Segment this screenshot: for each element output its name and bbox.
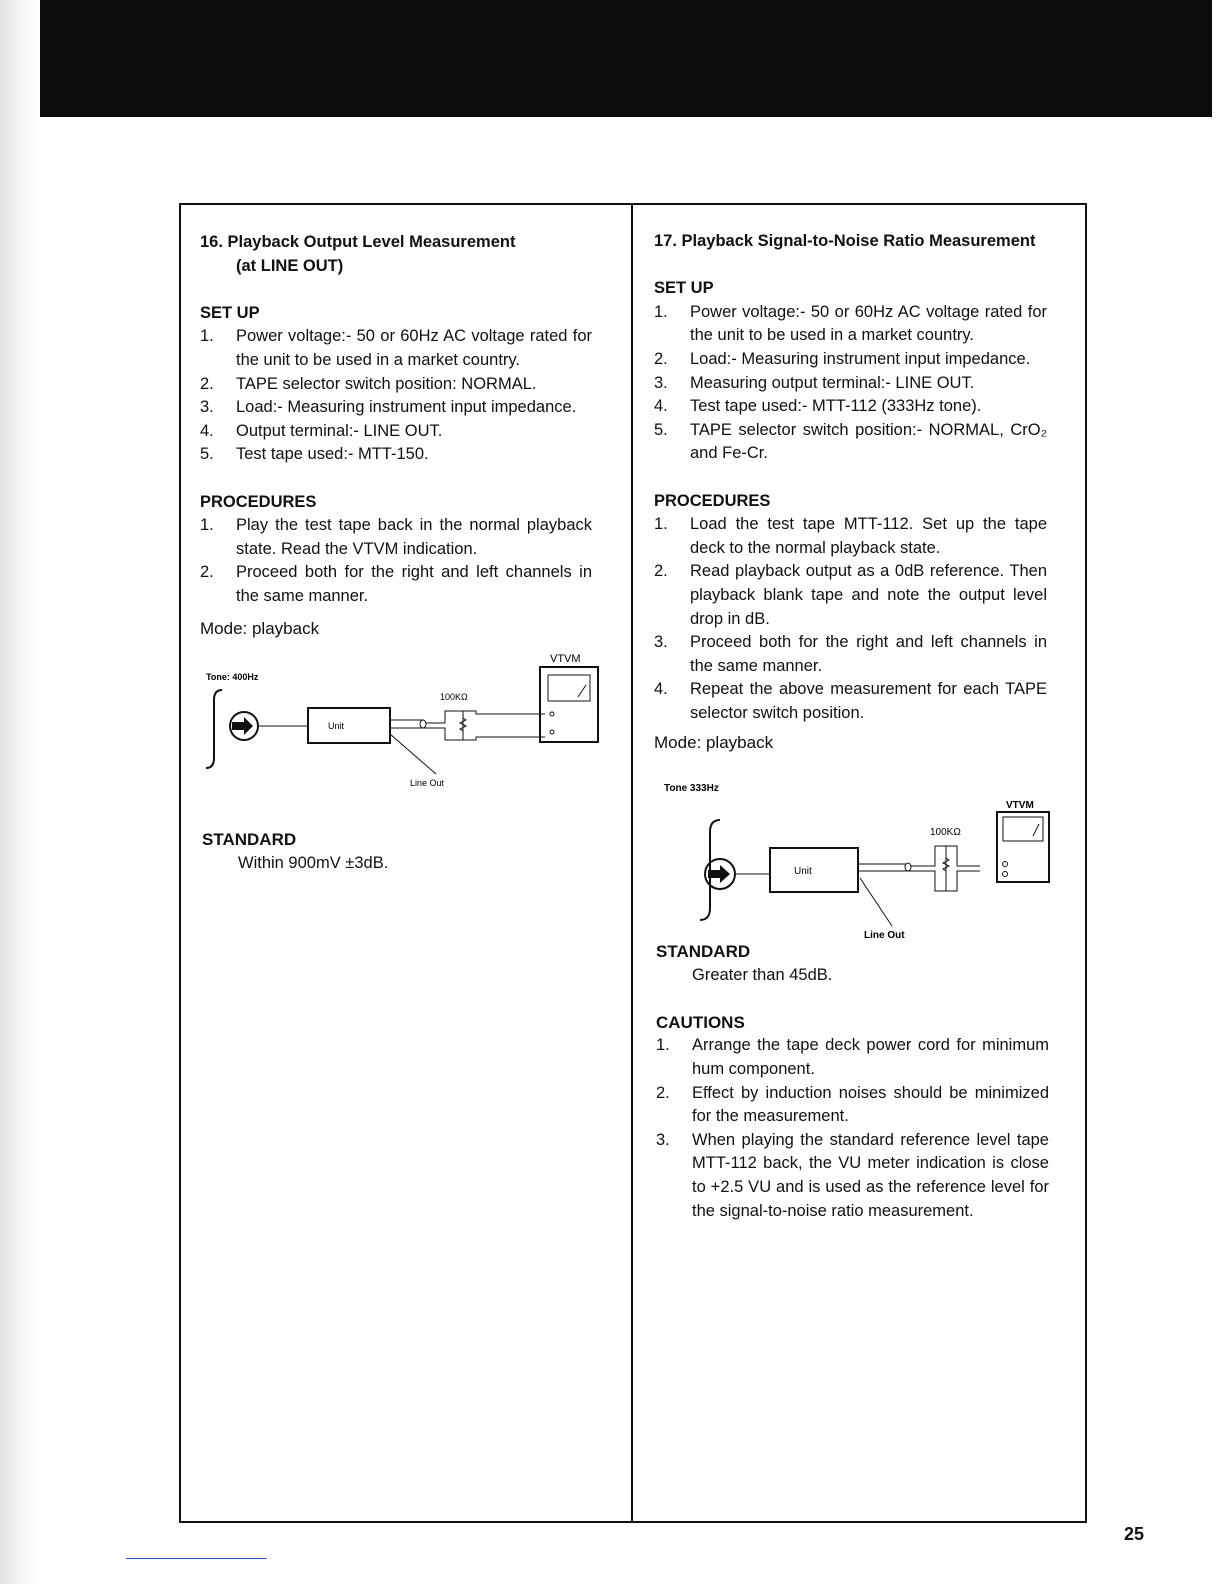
- standard-text: Within 900mV ±3dB.: [238, 853, 389, 872]
- item-text: Power voltage:- 50 or 60Hz AC voltage rated for the unit to be used in a market country.: [236, 327, 592, 369]
- section-subtitle: (at LINE OUT): [236, 256, 344, 275]
- item-text: TAPE selector switch position:- NORMAL, CrO₂ and Fe-Cr.: [690, 420, 1047, 463]
- item-number: 3.: [654, 373, 668, 392]
- item-text: When playing the standard reference level tape MTT-112 back, the VU meter indication is close to +2.5 VU and is used as the reference level for the signal-to-noise ratio measurement.: [692, 1130, 1049, 1220]
- header-band: [40, 0, 1212, 117]
- item-number: 2.: [200, 563, 214, 582]
- item-number: 2.: [654, 349, 668, 368]
- setup-heading: SET UP: [654, 279, 714, 298]
- line-out-label: Line Out: [410, 778, 445, 788]
- item-number: 4.: [200, 421, 214, 440]
- section-17: [654, 230, 1047, 753]
- item-text: Load:- Measuring instrument input impedance.: [690, 349, 1031, 368]
- item-number: 1.: [654, 302, 668, 321]
- arrow-icon: [708, 865, 730, 883]
- line-out-label: Line Out: [864, 930, 905, 941]
- tone-label: Tone 333Hz: [664, 783, 719, 794]
- list-item: [656, 1082, 1049, 1129]
- item-text: Test tape used:- MTT-150.: [236, 445, 429, 464]
- unit-label: Unit: [794, 866, 812, 877]
- mode-label: Mode: playback: [200, 618, 320, 638]
- list-item: [200, 561, 592, 608]
- tape-reel-icon: [206, 690, 222, 768]
- item-number: 5.: [200, 445, 214, 464]
- item-text: Proceed both for the right and left channels in the same manner.: [236, 563, 592, 605]
- item-text: Measuring output terminal:- LINE OUT.: [690, 373, 975, 392]
- item-number: 2.: [200, 374, 214, 393]
- standard-heading: STANDARD: [656, 942, 751, 961]
- column-divider: [631, 203, 633, 1521]
- item-number: 4.: [654, 680, 668, 699]
- list-item: [654, 301, 1047, 348]
- list-item: [654, 560, 1047, 631]
- unit-box: [308, 708, 390, 743]
- item-text: TAPE selector switch position: NORMAL.: [236, 374, 537, 393]
- measurement-diagram: [200, 650, 610, 800]
- setup-heading: SET UP: [200, 303, 260, 322]
- section-16: [200, 231, 592, 640]
- item-text: Output terminal:- LINE OUT.: [236, 421, 443, 440]
- page-number: 25: [1124, 1524, 1145, 1544]
- item-number: 3.: [656, 1130, 670, 1149]
- measurement-diagram: [660, 778, 1060, 943]
- list-item: [200, 420, 592, 444]
- vtvm-meter: [540, 667, 598, 742]
- unit-label: Unit: [328, 721, 345, 731]
- list-item: [654, 678, 1047, 725]
- item-text: Proceed both for the right and left channels in the same manner.: [690, 633, 1047, 675]
- list-item: [200, 373, 592, 397]
- list-item: [200, 396, 592, 420]
- item-number: 5.: [654, 420, 668, 439]
- item-text: Power voltage:- 50 or 60Hz AC voltage rated for the unit to be used in a market country.: [690, 302, 1047, 345]
- item-number: 3.: [200, 398, 214, 417]
- list-item: [656, 1129, 1049, 1223]
- list-item: [654, 372, 1047, 396]
- resistor-label: 100KΩ: [440, 692, 468, 702]
- list-item: [200, 443, 592, 467]
- arrow-icon: [232, 717, 253, 735]
- item-text: Test tape used:- MTT-112 (333Hz tone).: [690, 397, 982, 416]
- unit-box: [770, 848, 858, 892]
- standard-heading: STANDARD: [202, 830, 297, 849]
- tone-label: Tone: 400Hz: [206, 672, 259, 682]
- item-text: Effect by induction noises should be minimized for the measurement.: [692, 1083, 1049, 1126]
- list-item: [656, 1034, 1049, 1081]
- item-number: 2.: [654, 562, 668, 581]
- standard-16: [202, 828, 594, 875]
- item-text: Load the test tape MTT-112. Set up the tape deck to the normal playback state.: [690, 515, 1047, 557]
- standard-text: Greater than 45dB.: [692, 965, 833, 984]
- list-item: [200, 325, 592, 372]
- list-item: [654, 348, 1047, 372]
- item-text: Read playback output as a 0dB reference. Then playback blank tape and note the output level drop in dB.: [690, 562, 1047, 628]
- item-number: 1.: [656, 1036, 670, 1055]
- list-item: [654, 419, 1047, 466]
- item-number: 1.: [200, 327, 214, 346]
- procedures-heading: PROCEDURES: [654, 491, 771, 510]
- item-number: 1.: [654, 515, 668, 534]
- item-text: Arrange the tape deck power cord for minimum hum component.: [692, 1036, 1049, 1078]
- item-text: Play the test tape back in the normal playback state. Read the VTVM indication.: [236, 516, 592, 558]
- section-title: 16. Playback Output Level Measurement: [200, 233, 516, 251]
- list-item: [654, 631, 1047, 678]
- item-number: 4.: [654, 397, 668, 416]
- vtvm-label: VTVM: [550, 653, 581, 665]
- mode-label: Mode: playback: [654, 733, 774, 753]
- item-number: 2.: [656, 1083, 670, 1102]
- item-text: Repeat the above measurement for each TAPE selector switch position.: [690, 680, 1047, 722]
- cautions-heading: CAUTIONS: [656, 1012, 745, 1032]
- list-item: [654, 513, 1047, 560]
- resistor-label: 100KΩ: [930, 827, 961, 838]
- item-number: 1.: [200, 516, 214, 535]
- item-number: 3.: [654, 633, 668, 652]
- list-item: [654, 395, 1047, 419]
- item-text: Load:- Measuring instrument input impedance.: [236, 398, 577, 417]
- scan-edge: [0, 0, 40, 1584]
- vtvm-label: VTVM: [1006, 800, 1034, 811]
- underline-mark: [126, 1558, 267, 1559]
- setup-list: [200, 325, 592, 467]
- list-item: [200, 514, 592, 561]
- section-title: 17. Playback Signal-to-Noise Ratio Measurement: [654, 232, 1036, 250]
- standard-17: [656, 940, 1049, 1223]
- procedures-heading: PROCEDURES: [200, 492, 317, 511]
